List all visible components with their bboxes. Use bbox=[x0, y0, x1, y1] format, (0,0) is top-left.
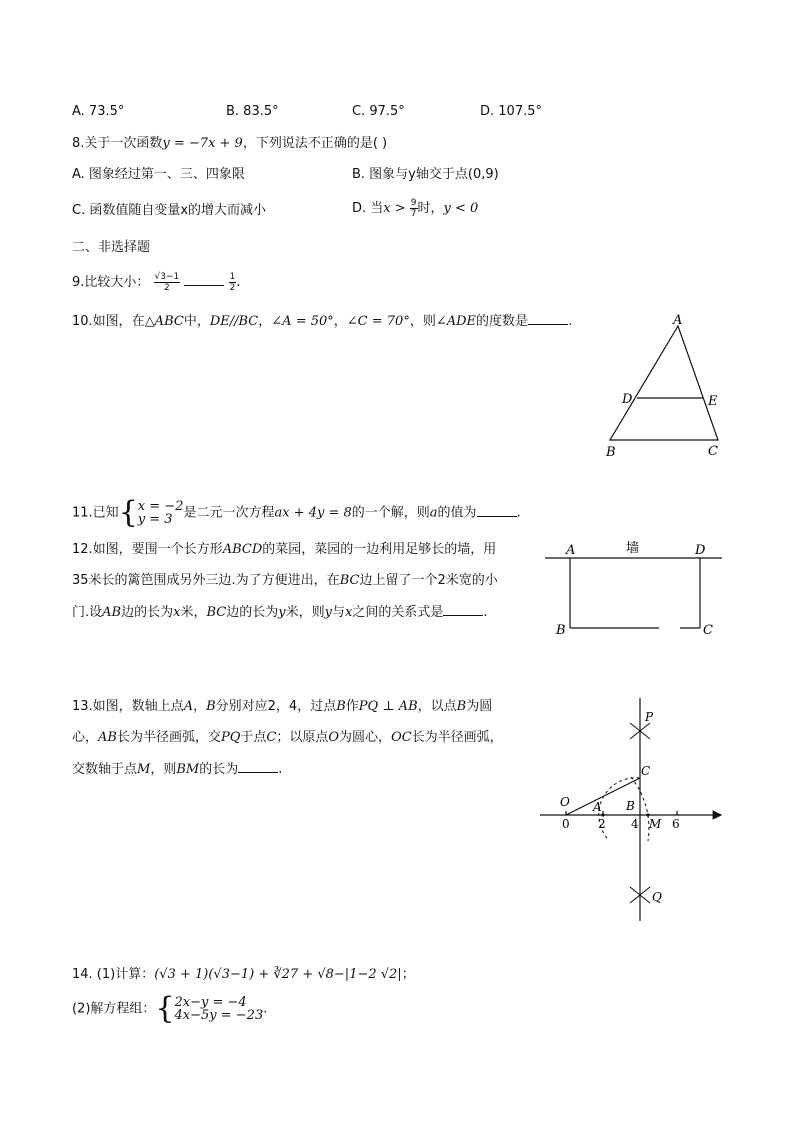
q9-post: . bbox=[236, 275, 241, 290]
q8-stem bbox=[72, 135, 387, 153]
q13-l1-b: B bbox=[206, 699, 216, 714]
figure-triangle bbox=[600, 312, 730, 462]
q13-l3-bm: BM bbox=[176, 762, 200, 777]
q11-mid: 是二元一次方程 bbox=[183, 505, 275, 521]
label-c: C bbox=[703, 623, 713, 638]
label-b: B bbox=[606, 445, 616, 460]
q13-l1-mid2: 作 bbox=[345, 699, 359, 714]
q13-l2-mid3: ；以原点 bbox=[276, 730, 329, 745]
q12-l3-b: 边的长为 bbox=[121, 605, 174, 620]
q13-l3-end: . bbox=[278, 762, 283, 777]
q11-equation: ax + 4y = 8 bbox=[274, 505, 352, 521]
tick-label-2: 2 bbox=[598, 817, 606, 831]
q7-option-c: C. 97.5° bbox=[352, 104, 405, 119]
q14-p1-pre: 14. (1)计算： bbox=[72, 967, 155, 982]
q8-option-b: B. 图象与y轴交于点(0,9) bbox=[352, 167, 499, 182]
q8-optd-den: 7 bbox=[410, 209, 417, 219]
q10-post1: 的度数是 bbox=[476, 314, 529, 329]
q12-l2-post: 边上留了一个2米宽的小 bbox=[359, 573, 498, 588]
q12-line3 bbox=[72, 603, 487, 622]
q13-l1-post: 为圆 bbox=[466, 699, 493, 714]
tick-label-4: 4 bbox=[631, 817, 639, 831]
q11-eq1: x = −2 bbox=[137, 499, 184, 514]
q11-pre: 11.已知 bbox=[72, 505, 119, 521]
q13-l3-m: M bbox=[137, 762, 151, 777]
q12-l1-abcd: ABCD bbox=[222, 542, 263, 557]
q10-angle-a: ∠A = 50° bbox=[271, 314, 334, 329]
label-c: C bbox=[708, 444, 718, 459]
q13-l2-oc: OC bbox=[391, 730, 412, 745]
q13-l3-pre: 交数轴于点 bbox=[72, 762, 138, 777]
q10-answer-blank[interactable] bbox=[528, 312, 568, 325]
label-wall: 墙 bbox=[626, 541, 640, 556]
q14-p2-pre: (2)解方程组： bbox=[72, 1001, 156, 1017]
q12-l1-pre: 12.如图，要围一个长方形 bbox=[72, 542, 223, 557]
q9-frac1-den: 2 bbox=[164, 283, 170, 293]
q8-optd-num: 9 bbox=[410, 198, 417, 208]
q8-stem-pre: 8.关于一次函数 bbox=[72, 136, 163, 151]
q10-parallel: DE//BC bbox=[209, 314, 259, 329]
q10-angle-c: ∠C = 70° bbox=[346, 314, 410, 329]
q10-mid3: ， bbox=[333, 314, 347, 329]
figure-garden bbox=[540, 536, 730, 642]
label-b: B bbox=[626, 799, 635, 813]
label-c: C bbox=[641, 764, 651, 778]
q12-l3-c: 米， bbox=[180, 605, 207, 620]
label-a: A bbox=[673, 313, 683, 328]
label-m: M bbox=[649, 817, 662, 831]
q13-l2-c: C bbox=[266, 730, 277, 745]
q7-option-d: D. 107.5° bbox=[480, 104, 542, 119]
q14-post: . bbox=[263, 1001, 268, 1017]
q13-l2-mid: 长为半径画弧，交 bbox=[116, 730, 221, 745]
q13-line1 bbox=[72, 698, 492, 716]
q8-optd-pre: D. 当 bbox=[352, 201, 384, 216]
label-a: A bbox=[593, 800, 602, 814]
q10-mid2: ， bbox=[258, 314, 272, 329]
q13-answer-blank[interactable] bbox=[238, 760, 278, 773]
q14-part1 bbox=[72, 966, 415, 984]
q14-eq1: 2x−y = −4 bbox=[174, 995, 247, 1010]
q13-l1-b3: B bbox=[456, 699, 467, 714]
label-b: B bbox=[556, 623, 566, 638]
q12-l3-y2: y bbox=[324, 605, 332, 620]
label-q: Q bbox=[652, 890, 662, 904]
label-d: D bbox=[622, 392, 633, 407]
q10-mid1: 中， bbox=[183, 314, 210, 329]
q14-part2 bbox=[72, 991, 268, 1026]
q10-pre: 10.如图，在 bbox=[72, 314, 145, 329]
q9-frac2-num: 1 bbox=[229, 272, 236, 282]
q13-l2-post: 长为半径画弧， bbox=[411, 730, 503, 745]
q11-post1: 的值为 bbox=[437, 505, 477, 521]
q13-l2-pre: 心， bbox=[72, 730, 99, 745]
q11-system bbox=[138, 500, 184, 526]
q13-l3-mid: ，则 bbox=[150, 762, 177, 777]
q11-post2: . bbox=[516, 505, 521, 521]
q12-l3-y: y bbox=[278, 605, 286, 620]
q13-l3-post: 的长为 bbox=[199, 762, 239, 777]
q13-l2-mid4: 为圆心， bbox=[339, 730, 392, 745]
q13-l1-pre: 13.如图，数轴上点 bbox=[72, 699, 184, 714]
q14-eq2: 4x−5y = −23 bbox=[174, 1008, 264, 1023]
q8-optd-post: 时， bbox=[417, 201, 444, 216]
q14-p1-post: ； bbox=[401, 967, 415, 982]
q8-formula: y = −7x + 9 bbox=[162, 136, 243, 151]
q11-brace: { bbox=[118, 495, 138, 530]
q13-l2-o: O bbox=[328, 730, 340, 745]
q8-optd-fraction bbox=[410, 198, 418, 219]
q8-optd-x: x > bbox=[383, 201, 406, 216]
q7-option-b: B. 83.5° bbox=[226, 104, 279, 119]
q12-l3-a: 门.设 bbox=[72, 605, 103, 620]
q9-frac2-den: 2 bbox=[229, 283, 236, 293]
q8-option-c: C. 函数值随自变量x的增大而减小 bbox=[72, 203, 267, 218]
q14-p1-expr: (√3 + 1)(√3−1) + ∛27 + √8−|1−2 √2| bbox=[154, 967, 402, 982]
q12-l3-e: 米，则 bbox=[285, 605, 325, 620]
tick-label-6: 6 bbox=[672, 817, 680, 831]
q12-l3-x: x bbox=[173, 605, 181, 620]
q13-l1-sep: ， bbox=[193, 699, 207, 714]
q13-l1-mid3: ，以点 bbox=[417, 699, 457, 714]
q8-stem-post: ，下列说法不正确的是( ) bbox=[242, 136, 388, 151]
q11-mid2: 的一个解，则 bbox=[351, 505, 430, 521]
q11-answer-blank[interactable] bbox=[477, 504, 517, 517]
q12-l1-post: 的菜园，菜园的一边利用足够长的墙，用 bbox=[262, 542, 497, 557]
q12-l2-bc: BC bbox=[339, 573, 360, 588]
label-a: A bbox=[566, 543, 576, 558]
q12-line1 bbox=[72, 541, 496, 559]
q13-l2-mid2: 于点 bbox=[240, 730, 267, 745]
q8-option-a: A. 图象经过第一、三、四象限 bbox=[72, 167, 245, 182]
q13-l2-pq: PQ bbox=[220, 730, 241, 745]
section-title: 二、非选择题 bbox=[72, 240, 151, 255]
label-e: E bbox=[708, 394, 718, 409]
figure-number-line bbox=[535, 693, 730, 925]
q13-l1-b2: B bbox=[336, 699, 346, 714]
q14-system bbox=[175, 996, 264, 1022]
q11-eq2: y = 3 bbox=[137, 512, 173, 527]
q8-optd-cond: y < 0 bbox=[443, 201, 479, 216]
q11-stem bbox=[72, 495, 521, 530]
q10-angle-ade: ∠ADE bbox=[435, 314, 477, 329]
q12-l2-pre: 35米长的篱笆围成另外三边.为了方便进出，在 bbox=[72, 573, 340, 588]
q8-option-d bbox=[352, 198, 478, 219]
q13-line3 bbox=[72, 760, 282, 779]
label-p: P bbox=[645, 710, 654, 724]
q12-l3-f: 与 bbox=[331, 605, 345, 620]
label-o: O bbox=[560, 795, 570, 809]
q12-l3-x2: x bbox=[344, 605, 353, 620]
q10-post2: . bbox=[568, 314, 573, 329]
q12-l3-end: . bbox=[483, 605, 488, 620]
q7-option-a: A. 73.5° bbox=[72, 104, 125, 119]
q12-answer-blank[interactable] bbox=[443, 603, 483, 616]
q10-stem bbox=[72, 312, 572, 331]
q12-l3-g: 之间的关系式是 bbox=[352, 605, 444, 620]
q12-l3-d: 边的长为 bbox=[226, 605, 279, 620]
q14-brace: { bbox=[155, 991, 175, 1026]
q13-line2 bbox=[72, 729, 503, 747]
q10-mid4: ，则 bbox=[409, 314, 436, 329]
q9-fraction-1 bbox=[154, 272, 181, 293]
triangle-abc bbox=[610, 326, 718, 440]
q13-l2-ab: AB bbox=[98, 730, 117, 745]
q9-pre: 9.比较大小： bbox=[72, 275, 150, 290]
q9 bbox=[72, 272, 240, 293]
q12-l3-ab: AB bbox=[102, 605, 122, 620]
q12-line2 bbox=[72, 572, 498, 590]
tick-label-0: 0 bbox=[562, 817, 570, 831]
q13-l1-mid: 分别对应2，4，过点 bbox=[215, 699, 337, 714]
q13-l1-pq: PQ ⊥ AB bbox=[358, 699, 418, 714]
q10-triangle: △ABC bbox=[144, 314, 184, 329]
q9-answer-blank[interactable] bbox=[184, 273, 224, 286]
q13-l1-a: A bbox=[183, 699, 194, 714]
q11-var: a bbox=[429, 505, 438, 521]
q9-frac1-num: √3−1 bbox=[154, 272, 180, 282]
label-d: D bbox=[695, 543, 706, 558]
q12-l3-bc: BC bbox=[206, 605, 227, 620]
